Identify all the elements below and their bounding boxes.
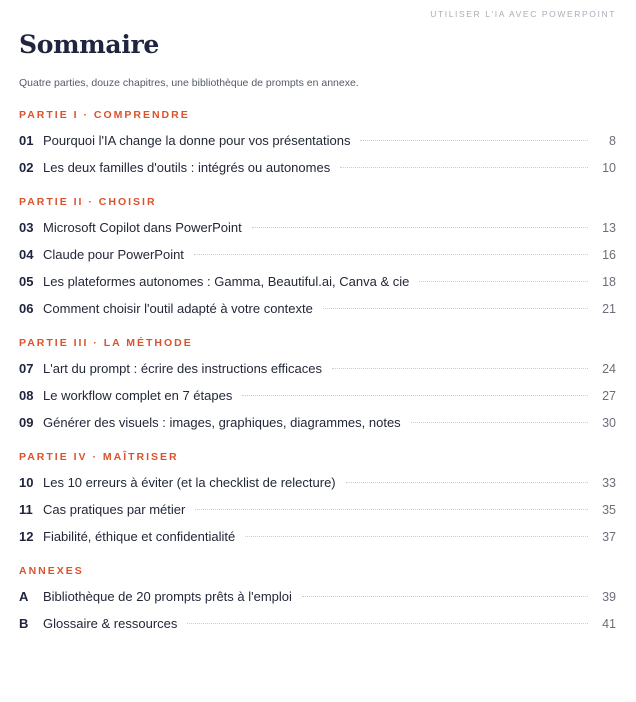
toc-entry-02[interactable] bbox=[19, 154, 616, 181]
page-number: 35 bbox=[602, 503, 616, 517]
chapter-number: 10 bbox=[19, 475, 34, 490]
dot-leader bbox=[242, 395, 588, 396]
part-heading: PARTIE III · LA MÉTHODE bbox=[19, 337, 193, 349]
dot-leader bbox=[252, 227, 588, 228]
page-number: 13 bbox=[602, 221, 616, 235]
dot-leader bbox=[340, 167, 588, 168]
part-heading: PARTIE IV · MAÎTRISER bbox=[19, 451, 179, 463]
part-heading: ANNEXES bbox=[19, 565, 84, 577]
dot-leader bbox=[195, 509, 588, 510]
chapter-title: Microsoft Copilot dans PowerPoint bbox=[43, 220, 242, 235]
toc-entry-09[interactable] bbox=[19, 409, 616, 436]
dot-leader bbox=[194, 254, 588, 255]
page-number: 41 bbox=[602, 617, 616, 631]
chapter-number: 11 bbox=[19, 502, 33, 517]
chapter-number: 09 bbox=[19, 415, 34, 430]
toc-entry-12[interactable] bbox=[19, 523, 616, 550]
toc-part-3 bbox=[19, 336, 616, 436]
toc-entry-07[interactable] bbox=[19, 355, 616, 382]
page-number: 10 bbox=[602, 161, 616, 175]
page-number: 37 bbox=[602, 530, 616, 544]
page-number: 16 bbox=[602, 248, 616, 262]
chapter-number: 06 bbox=[19, 301, 34, 316]
table-of-contents bbox=[19, 108, 616, 651]
toc-entry-01[interactable] bbox=[19, 127, 616, 154]
page-number: 21 bbox=[602, 302, 616, 316]
page-title: Sommaire bbox=[19, 30, 160, 59]
page-number: 18 bbox=[602, 275, 616, 289]
chapter-title: Pourquoi l'IA change la donne pour vos présentations bbox=[43, 133, 351, 148]
chapter-title: Comment choisir l'outil adapté à votre contexte bbox=[43, 301, 313, 316]
chapter-number: 12 bbox=[19, 529, 34, 544]
toc-part-4 bbox=[19, 450, 616, 550]
appendix-title: Bibliothèque de 20 prompts prêts à l'emploi bbox=[43, 589, 292, 604]
dot-leader bbox=[332, 368, 588, 369]
page-number: 8 bbox=[609, 134, 616, 148]
dot-leader bbox=[411, 422, 588, 423]
chapter-number: 08 bbox=[19, 388, 34, 403]
toc-part-2 bbox=[19, 195, 616, 322]
toc-entry-b[interactable] bbox=[19, 610, 616, 637]
running-head: UTILISER L'IA AVEC POWERPOINT bbox=[430, 9, 616, 19]
chapter-number: 01 bbox=[19, 133, 34, 148]
toc-entry-11[interactable] bbox=[19, 496, 616, 523]
chapter-title: Les 10 erreurs à éviter (et la checklist de relecture) bbox=[43, 475, 336, 490]
chapter-number: 04 bbox=[19, 247, 34, 262]
dot-leader bbox=[346, 482, 588, 483]
page-subtitle: Quatre parties, douze chapitres, une bibliothèque de prompts en annexe. bbox=[19, 77, 359, 89]
dot-leader bbox=[245, 536, 588, 537]
page-number: 24 bbox=[602, 362, 616, 376]
chapter-title: Générer des visuels : images, graphiques, diagrammes, notes bbox=[43, 415, 401, 430]
dot-leader bbox=[323, 308, 588, 309]
toc-entry-05[interactable] bbox=[19, 268, 616, 295]
chapter-title: Le workflow complet en 7 étapes bbox=[43, 388, 233, 403]
page-number: 39 bbox=[602, 590, 616, 604]
chapter-title: L'art du prompt : écrire des instructions efficaces bbox=[43, 361, 322, 376]
page-number: 30 bbox=[602, 416, 616, 430]
chapter-number: 02 bbox=[19, 160, 34, 175]
toc-entry-04[interactable] bbox=[19, 241, 616, 268]
appendix-title: Glossaire & ressources bbox=[43, 616, 178, 631]
toc-entry-06[interactable] bbox=[19, 295, 616, 322]
appendix-letter: B bbox=[19, 616, 29, 631]
chapter-title: Les plateformes autonomes : Gamma, Beautiful.ai, Canva & cie bbox=[43, 274, 410, 289]
dot-leader bbox=[419, 281, 588, 282]
toc-annexes bbox=[19, 564, 616, 637]
chapter-number: 07 bbox=[19, 361, 34, 376]
appendix-letter: A bbox=[19, 589, 29, 604]
toc-part-1 bbox=[19, 108, 616, 181]
toc-entry-a[interactable] bbox=[19, 583, 616, 610]
chapter-title: Claude pour PowerPoint bbox=[43, 247, 184, 262]
chapter-title: Les deux familles d'outils : intégrés ou autonomes bbox=[43, 160, 331, 175]
toc-entry-10[interactable] bbox=[19, 469, 616, 496]
dot-leader bbox=[360, 140, 588, 141]
page-number: 27 bbox=[602, 389, 616, 403]
toc-entry-08[interactable] bbox=[19, 382, 616, 409]
chapter-number: 05 bbox=[19, 274, 34, 289]
chapter-number: 03 bbox=[19, 220, 34, 235]
toc-entry-03[interactable] bbox=[19, 214, 616, 241]
chapter-title: Cas pratiques par métier bbox=[43, 502, 186, 517]
page-number: 33 bbox=[602, 476, 616, 490]
part-heading: PARTIE II · CHOISIR bbox=[19, 196, 157, 208]
dot-leader bbox=[302, 596, 588, 597]
part-heading: PARTIE I · COMPRENDRE bbox=[19, 109, 190, 121]
dot-leader bbox=[187, 623, 588, 624]
chapter-title: Fiabilité, éthique et confidentialité bbox=[43, 529, 236, 544]
